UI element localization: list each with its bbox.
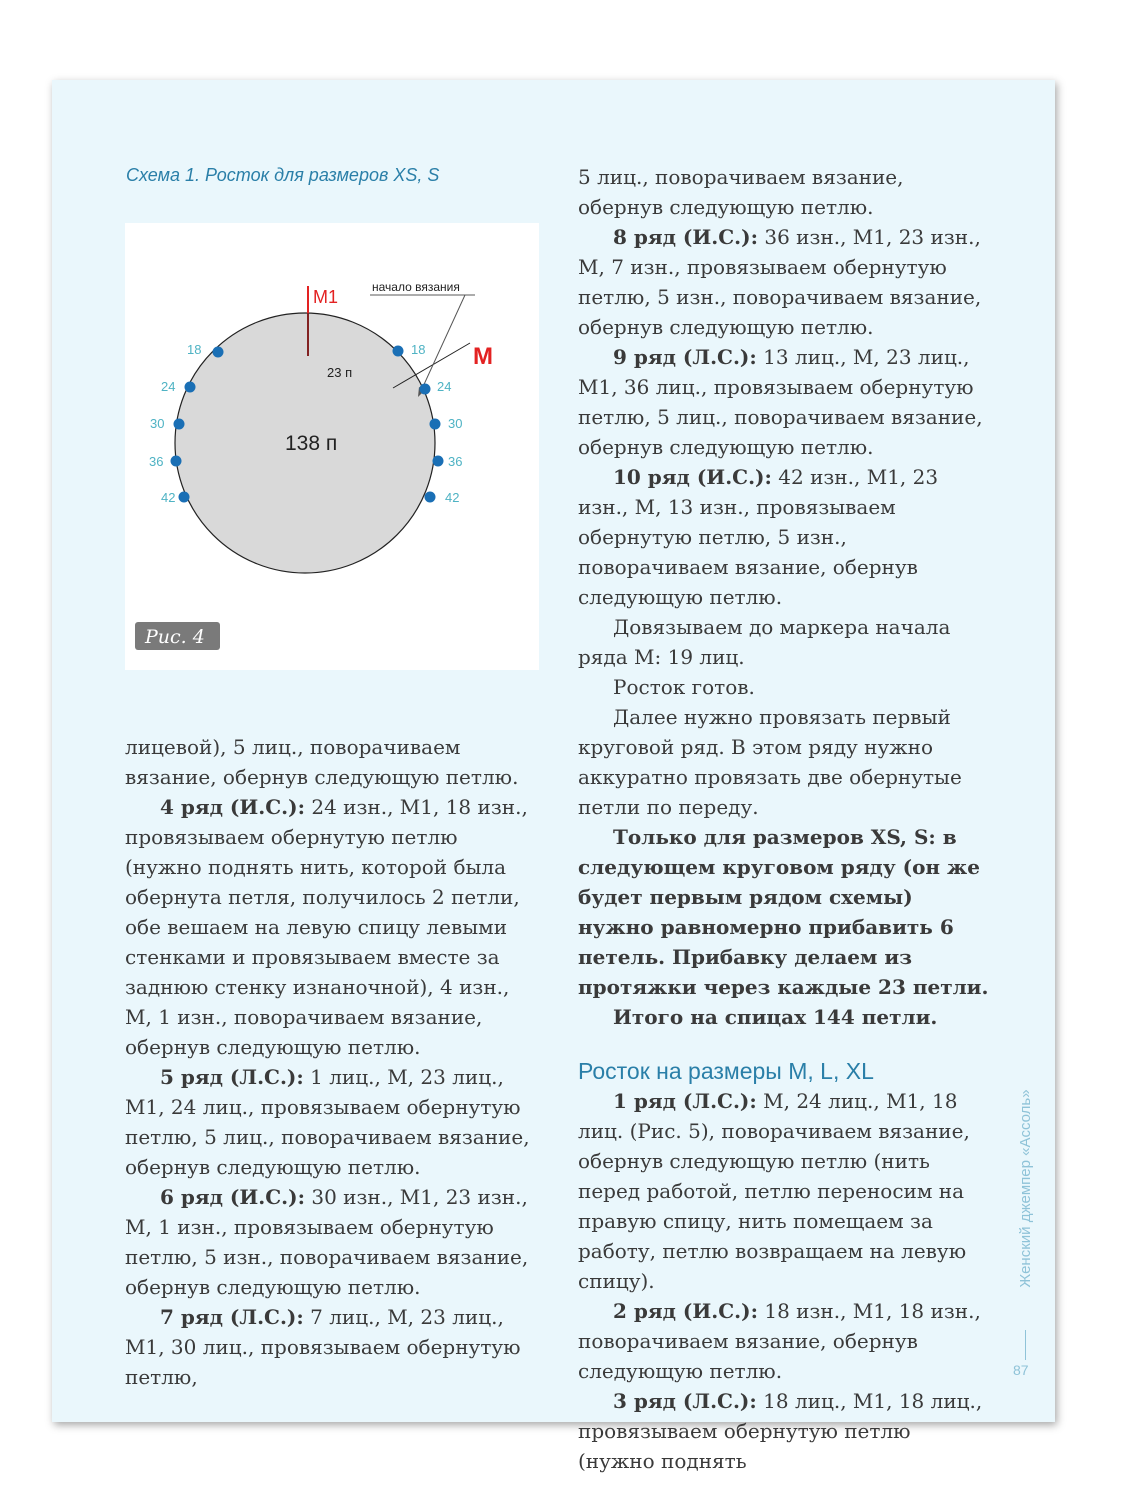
ml-row-2-text: 18 изн., М1, 18 изн., поворачиваем вязание, обернув следующую петлю. [578,1299,981,1383]
page-number: 87 [1013,1362,1029,1378]
side-divider [1025,1330,1026,1360]
row-4-text: 24 изн., М1, 18 изн., провязываем обернутую петлю (нужно поднять нить, которой была обернута петля, получилось 2 петли, обе вешаем на левую спицу левыми стенками и провязываем вместе за заднюю стенку изнаночной), 4 изн., М, 1 изн., поворачиваем вязание, обернув следующую петлю. [125,795,528,1059]
row-4-label: 4 ряд (И.С.): [160,795,305,819]
left-paragraph-3 [125,1062,540,1182]
left-paragraph-1: лицевой), 5 лиц., поворачиваем вязание, обернув следующую петлю. [125,735,519,789]
ml-row-1-text: М, 24 лиц., М1, 18 лиц. (Рис. 5), поворачиваем вязание, обернув следующую петлю (нить перед работой, петлю переносим на правую спицу, нить помещаем за работу, петлю возвращаем на левую спицу). [578,1089,970,1293]
left-tick-42: 42 [161,490,176,505]
figure-caption: Схема 1. Росток для размеров XS, S [126,165,440,185]
row-8-text: 36 изн., М1, 23 изн., М, 7 изн., провязываем обернутую петлю, 5 изн., поворачиваем вязание, обернув следующую петлю. [578,225,982,339]
right-paragraph-3 [578,342,993,462]
start-label: начало вязания [372,280,460,294]
total-label: 138 п [285,432,338,455]
left-dot-30 [174,419,185,430]
section-heading: Росток на размеры M, L, XL [578,1058,874,1084]
right-paragraph-7: Далее нужно провязать первый круговой ряд. В этом ряду нужно аккуратно провязать две обернутые петли по переду. [578,705,962,819]
ml-row-1-label: 1 ряд (Л.С.): [613,1089,757,1113]
ml-row-2-label: 2 ряд (И.С.): [613,1299,758,1323]
left-dot-36 [171,456,182,467]
right-dot-30 [430,419,441,430]
right-tick-24: 24 [437,379,452,394]
left-tick-36: 36 [149,454,164,469]
m1-label: М1 [313,287,339,307]
right-dot-36 [433,456,444,467]
ml-row-3-text: 18 лиц., М1, 18 лиц., провязываем обернутую петлю (нужно поднять [578,1389,983,1473]
right-tick-36: 36 [448,454,463,469]
start-arrow-line [421,295,465,391]
right-tick-42: 42 [445,490,460,505]
right-dot-18 [393,346,404,357]
right-paragraph-9: Итого на спицах 144 петли. [613,1005,938,1029]
right-dot-24 [420,384,431,395]
left-column [125,732,540,1392]
left-paragraph-2 [125,792,540,1062]
row-5-label: 5 ряд (Л.С.): [160,1065,304,1089]
right-tick-30: 30 [448,416,463,431]
row-9-label: 9 ряд (Л.С.): [613,345,757,369]
side-book-title-text: Женский джемпер «Ассоль» [1017,1089,1034,1288]
right-paragraph-4 [578,462,993,612]
row-10-text: 42 изн., М1, 23 изн., М, 13 изн., провязываем обернутую петлю, 5 изн., поворачиваем вязание, обернув следующую петлю. [578,465,939,609]
left-tick-30: 30 [150,416,165,431]
right-paragraph-10 [578,1086,993,1296]
row-6-text: 30 изн., М1, 23 изн., М, 1 изн., провязываем обернутую петлю, 5 изн., поворачиваем вязание, обернув следующую петлю. [125,1185,529,1299]
right-tick-18: 18 [411,342,426,357]
left-dot-42 [179,492,190,503]
row-6-label: 6 ряд (И.С.): [160,1185,305,1209]
right-paragraph-8: Только для размеров XS, S: в следующем круговом ряду (он же будет первым рядом схемы) нужно равномерно прибавить 6 петель. Прибавку делаем из протяжки через каждые 23 петли. [578,825,989,999]
right-paragraph-12 [578,1386,993,1476]
right-paragraph-1: 5 лиц., поворачиваем вязание, обернув следующую петлю. [578,165,904,219]
left-tick-24: 24 [161,379,176,394]
m-label: М [473,343,493,370]
left-paragraph-5 [125,1302,540,1392]
row-7-text: 7 лиц., М, 23 лиц., М1, 30 лиц., провязываем обернутую петлю, [125,1305,521,1389]
row-9-text: 13 лиц., М, 23 лиц., М1, 36 лиц., провязываем обернутую петлю, 5 лиц., поворачиваем вязание, обернув следующую петлю. [578,345,983,459]
right-column [578,162,993,1476]
right-paragraph-11 [578,1296,993,1386]
side-book-title [1013,1060,1037,1325]
right-paragraph-5: Довязываем до маркера начала ряда М: 19 лиц. [578,615,951,669]
row-8-label: 8 ряд (И.С.): [613,225,758,249]
right-paragraph-6: Росток готов. [613,675,755,699]
left-dot-24 [185,382,196,393]
right-dot-42 [425,492,436,503]
ml-row-3-label: 3 ряд (Л.С.): [613,1389,757,1413]
scheme-diagram [125,223,539,670]
figure-label: Рис. 4 [145,626,205,648]
row-7-label: 7 ряд (Л.С.): [160,1305,304,1329]
row-10-label: 10 ряд (И.С.): [613,465,772,489]
left-dot-18 [213,347,224,358]
row-5-text: 1 лиц., М, 23 лиц., М1, 24 лиц., провязываем обернутую петлю, 5 лиц., поворачиваем вязание, обернув следующую петлю. [125,1065,530,1179]
left-tick-18: 18 [187,342,202,357]
figure-scheme [125,223,539,670]
right-paragraph-2 [578,222,993,342]
left-paragraph-4 [125,1182,540,1302]
arc-label: 23 п [327,365,353,380]
